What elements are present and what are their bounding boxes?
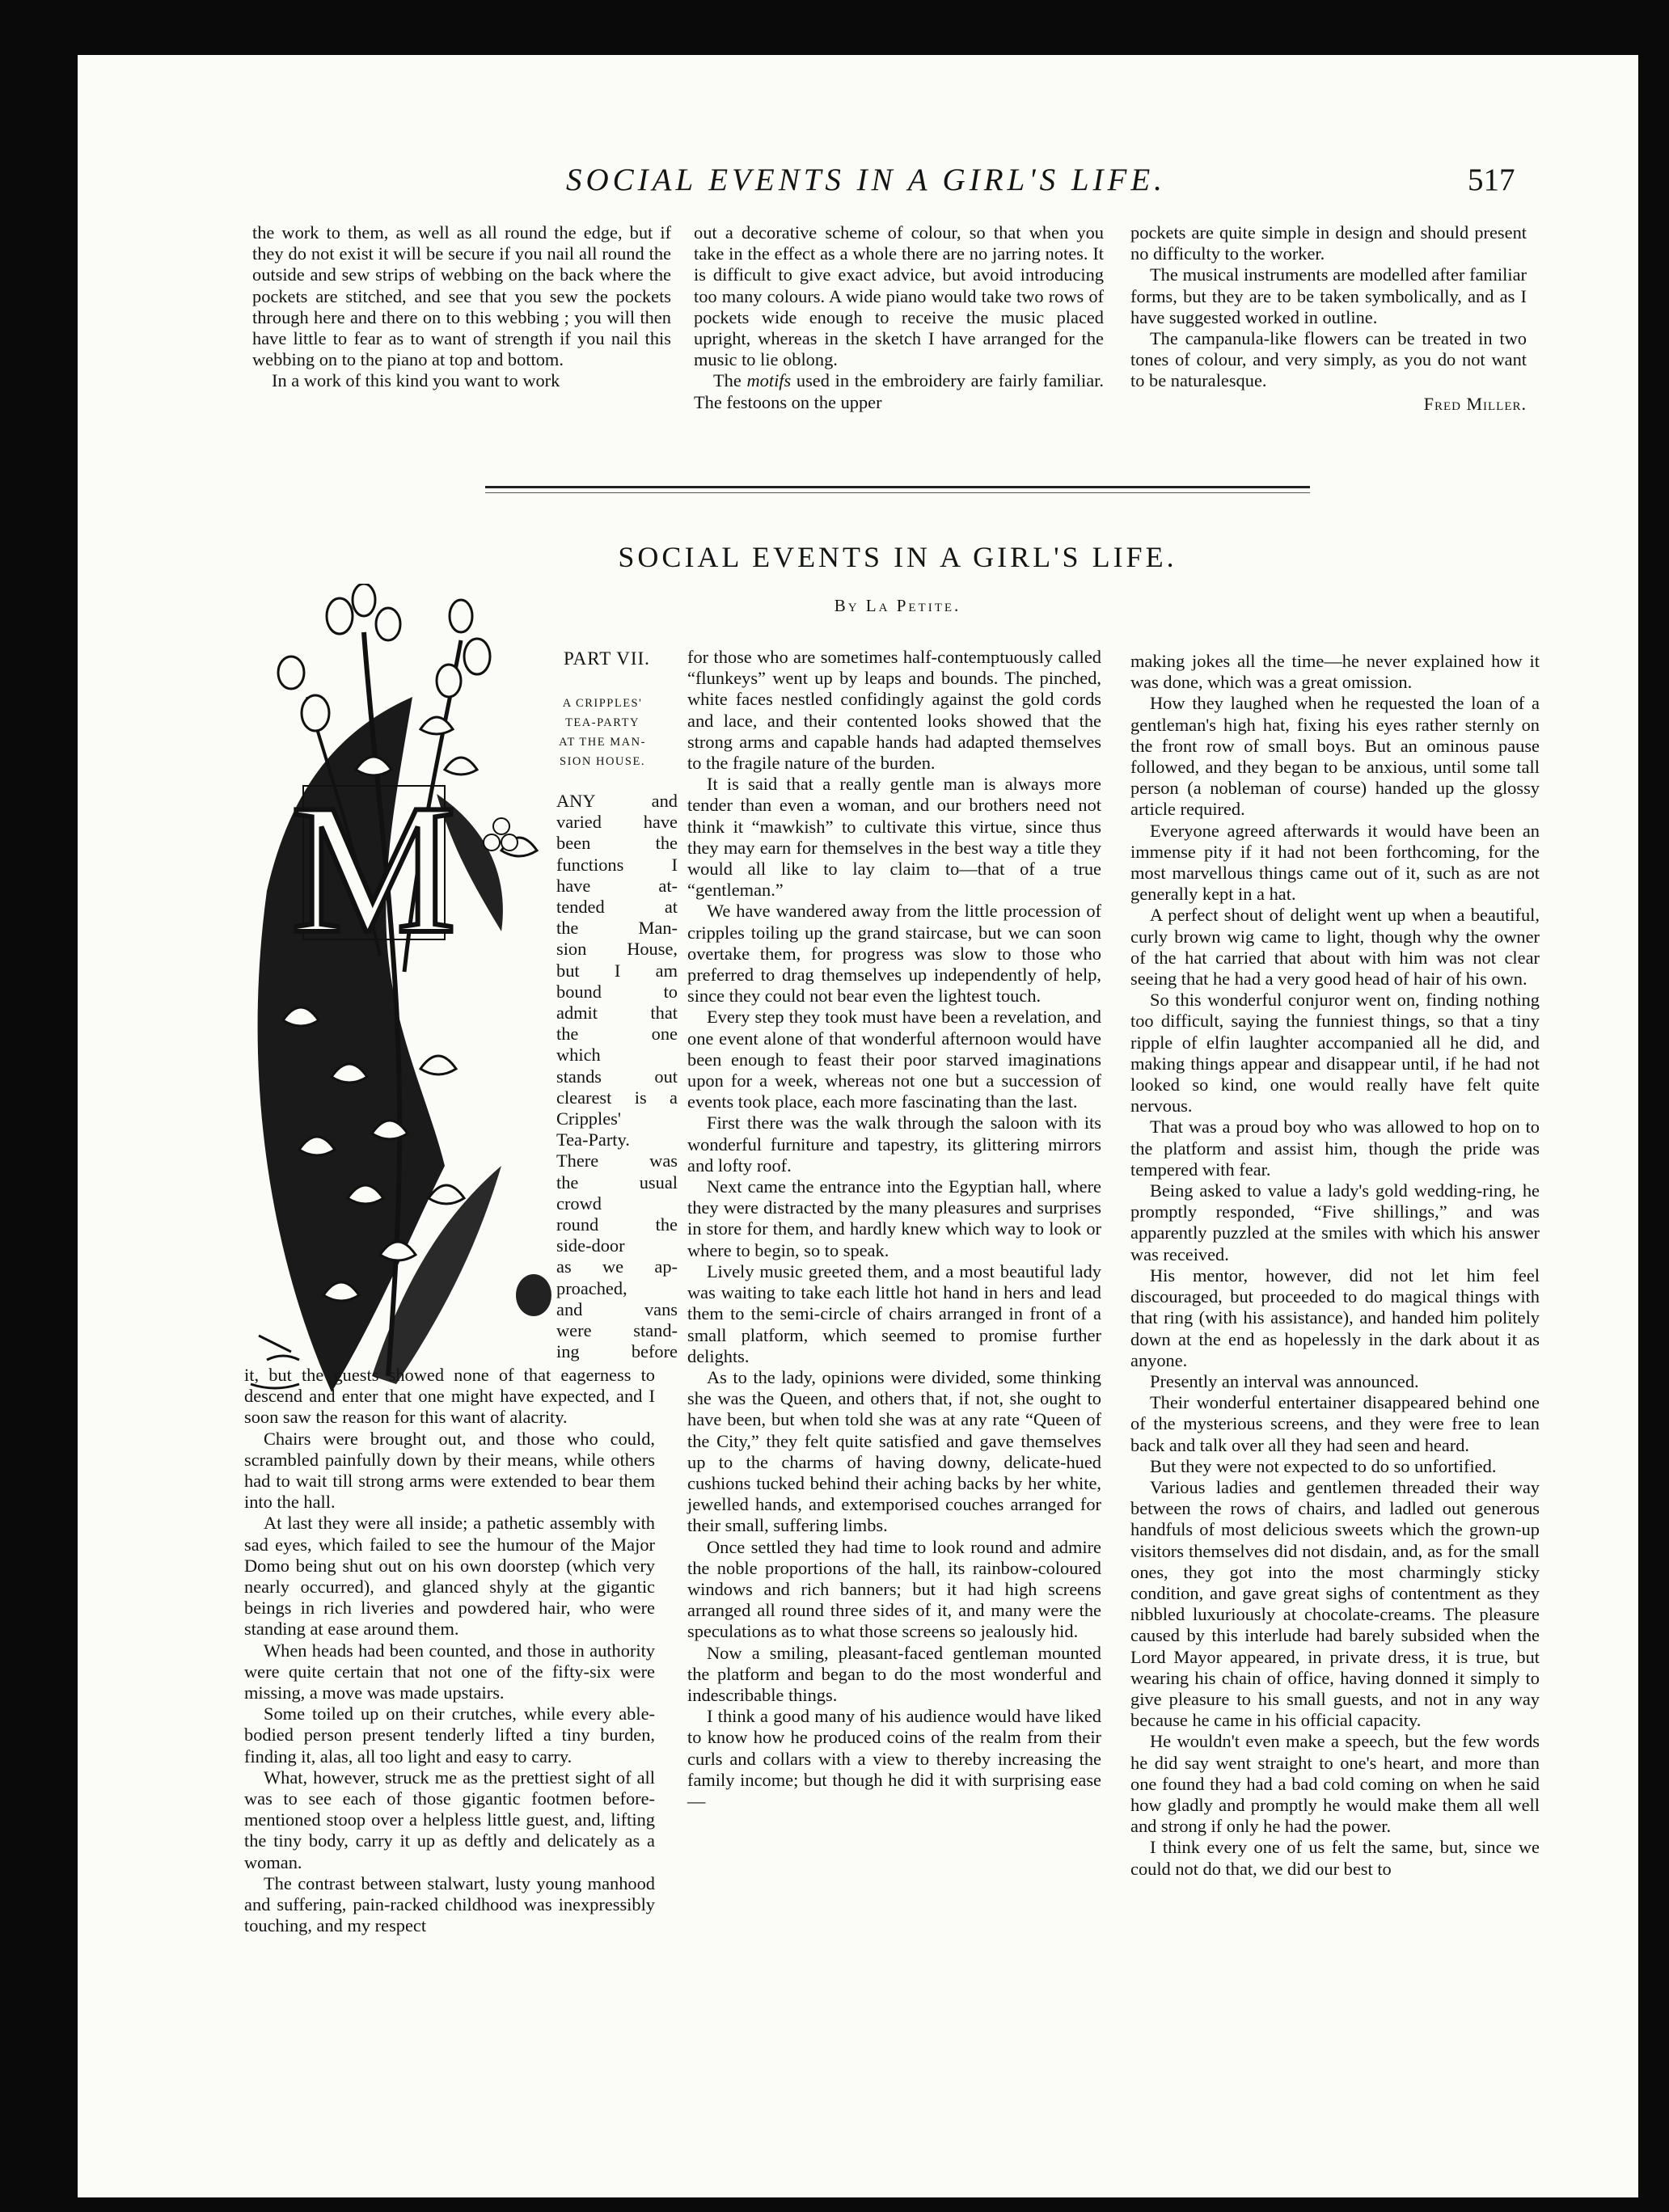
drop-cap-m: M <box>290 766 457 972</box>
article-column-2 <box>687 647 1101 1812</box>
prev-article-column-2 <box>694 222 1104 413</box>
text-line: ing before <box>556 1341 678 1362</box>
text-line: functions I <box>556 854 678 875</box>
paragraph: Presently an interval was announced. <box>1150 1370 1419 1391</box>
paragraph: making jokes all the time—he never explained how it was done, which was a great omission. <box>1130 651 1540 693</box>
text-line: which <box>556 1045 601 1066</box>
paragraph: Some toiled up on their crutches, while every able-bodied person present tenderly lifted a tiny burden, finding it, alas, all too light and easy to carry. <box>244 1703 655 1767</box>
paragraph: He wouldn't even make a speech, but the few words he did say went straight to one's heart, and more than one found they had a bad cold coming on when he said how gladly and promptly he would make them all well and strong if only he had the power. <box>1130 1731 1540 1837</box>
paragraph: Being asked to value a lady's gold wedding-ring, he promptly responded, “Five shillings,” and was apparently puzzled at the smiles with which his answer was received. <box>1130 1180 1540 1264</box>
paragraph: Lively music greeted them, and a most beautiful lady was waiting to take each little hot hand in hers and lead them to the semi-circle of chairs arranged in front of a small platform, which seemed to promise further delights. <box>687 1260 1101 1366</box>
paragraph: Their wonderful entertainer disappeared behind one of the mysterious screens, and they were free to lean back and talk over all they had seen and heard. <box>1130 1392 1540 1455</box>
paragraph: When heads had been counted, and those in authority were quite certain that not one of the fifty-six were missing, a move was made upstairs. <box>244 1640 655 1703</box>
text-line: but I am <box>556 960 678 981</box>
paragraph: A perfect shout of delight went up when a beautiful, curly brown wig came to light, though why the owner of the hat carried that about with him was not clear seeing that he had a very good head of hair of his own. <box>1130 905 1540 990</box>
prev-article-column-1 <box>252 222 671 392</box>
subtitle-line: SION HOUSE. <box>560 755 645 768</box>
paragraph: As to the lady, opinions were divided, some thinking she was the Queen, and others that, if not, she ought to have been, but when told she was at any rate “Queen of the City,” they felt quite satisfied and gave themselves up to the charms of having downy, delicate-hued cushions tucked behind their aching backs by her white, jewelled hands, and extemporised couches arranged for their small, suffering limbs. <box>687 1366 1101 1536</box>
text-line: proached, <box>556 1277 627 1298</box>
text-line: sion House, <box>556 939 678 960</box>
paragraph: Chairs were brought out, and those who could, scrambled painfully down by their means, while others had to wait till strong arms were extended to bear them into the hall. <box>244 1428 655 1513</box>
paragraph: Next came the entrance into the Egyptian hall, where they were distracted by the many pleasures and surprises in store for them, and hardly knew which way to look or where to begin, so to speak. <box>687 1176 1101 1260</box>
paragraph: Every step they took must have been a revelation, and one event alone of that wonderful afternoon would have been enough to feast their poor starved imaginations upon for a week, whereas not one but a succession of events took place, each more fascinating than the last. <box>687 1007 1101 1112</box>
section-divider-thin <box>485 492 1310 493</box>
text-line: round the <box>556 1214 678 1235</box>
page-number: 517 <box>1468 163 1515 197</box>
text-line: There was <box>556 1150 678 1171</box>
article-column-1 <box>244 1365 655 1936</box>
subtitle-line: TEA-PARTY <box>565 716 640 729</box>
part-subtitle <box>558 694 647 771</box>
paragraph: Everyone agreed afterwards it would have been an immense pity if it had not been forthcoming, for the most marvellous things came out of it, such as are not generally kept in a hat. <box>1130 820 1540 905</box>
emphasis: motifs <box>746 370 792 391</box>
paragraph: pockets are quite simple in design and should present no difficulty to the worker. <box>1130 222 1527 264</box>
text-line: crowd <box>556 1193 602 1214</box>
text-line: side-door <box>556 1235 625 1256</box>
text-line: the Man- <box>556 918 678 939</box>
running-head: SOCIAL EVENTS IN A GIRL'S LIFE. <box>566 163 1166 197</box>
section-divider <box>485 486 1310 488</box>
paragraph: How they laughed when he requested the loan of a gentleman's high hat, fixing his eyes rather sternly on the front row of small boys. But an ominous pause followed, and they began to be anxious, until some tall person (a nobleman of course) handed up the glossy article required. <box>1130 693 1540 820</box>
prev-article-column-3 <box>1130 222 1527 415</box>
opening-narrow-column <box>556 791 678 1362</box>
paragraph: We have wandered away from the little procession of cripples toiling up the grand staircase, but we can soon overtake them, for progress was slow to those who preferred to drag themselves up independently of help, since they could not bear even the lightest touch. <box>687 901 1101 1007</box>
article-column-3 <box>1130 651 1540 1880</box>
paragraph: His mentor, however, did not let him feel discouraged, but proceeded to do magical things with that ring (with his assistance), and handed him politely down at the end as hopelessly in the dark about it as anyone. <box>1130 1264 1540 1370</box>
paragraph: In a work of this kind you want to work <box>272 370 560 391</box>
text-line: the usual <box>556 1171 678 1193</box>
paragraph: for those who are sometimes half-contemptuously called “flunkeys” went up by leaps and bounds. The pinched, white faces nestled confidingly against the gold cords and lace, and their contented looks showed that the strong arms and capable hands had adapted themselves to the fragile nature of the burden. <box>687 647 1101 774</box>
text-line: stands out <box>556 1066 678 1087</box>
paragraph: The campanula-like flowers can be treated in two tones of colour, and very simply, as you do not want to be naturalesque. <box>1130 328 1527 391</box>
paragraph: It is said that a really gentle man is always more tender than even a woman, and our brothers need not think it “mawkish” to cultivate this virtue, since thus they may earn for themselves in the best way a title they would all like to lay claim to—that of a true “gentleman.” <box>687 774 1101 901</box>
article-title: SOCIAL EVENTS IN A GIRL'S LIFE. <box>618 541 1177 573</box>
part-heading: PART VII. <box>564 648 650 669</box>
paragraph: The musical instruments are modelled after familiar forms, but they are to be taken symbolically, and as I have suggested worked in outline. <box>1130 264 1527 327</box>
text-line: bound to <box>556 981 678 1002</box>
paragraph: At last they were all inside; a pathetic assembly with sad eyes, which failed to see the humour of the Major Domo being shut out on his own doorstep (which very nearly occurred), and glanced shyly at the gigantic beings in rich liveries and powdered hair, who were standing at ease around them. <box>244 1513 655 1640</box>
text-line: were stand- <box>556 1320 678 1341</box>
text-line: have at- <box>556 875 678 896</box>
author-signature: Fred Miller. <box>1423 393 1527 414</box>
paragraph: That was a proud boy who was allowed to hop on to the platform and assist him, though the pride was tempered with fear. <box>1130 1117 1540 1180</box>
paragraph: But they were not expected to do so unfortified. <box>1150 1455 1497 1476</box>
text-line: Cripples' <box>556 1108 621 1129</box>
paragraph: What, however, struck me as the prettiest sight of all was to see each of those gigantic footmen before-mentioned stoop over a helpless little guest, and, lifting the tiny body, carry it up as deftly and delicately as a woman. <box>244 1767 655 1872</box>
text-line: tended at <box>556 897 678 918</box>
paragraph: it, but the guests showed none of that eagerness to descend and enter that one might have expected, and I soon saw the reason for this want of alacrity. <box>244 1365 655 1428</box>
text-line: ANY and <box>556 791 678 811</box>
text-line: varied have <box>556 812 678 833</box>
paragraph: I think every one of us felt the same, but, since we could not do that, we did our best to <box>1130 1837 1540 1879</box>
paragraph: I think a good many of his audience would have liked to know how he produced coins of the realm from their curls and collars with a view to thereby increasing the family income; but though he did it with surprising ease— <box>687 1706 1101 1811</box>
paragraph: Once settled they had time to look round and admire the noble proportions of the hall, its rainbow-coloured windows and rich banners; but it had high screens arranged all round three sides of it, and many were the speculations as to what those screens so jealously hid. <box>687 1536 1101 1642</box>
paragraph: The motifs used in the embroidery are fairly familiar. The festoons on the upper <box>694 370 1104 412</box>
text-line: admit that <box>556 1003 678 1024</box>
lily-of-the-valley-illustration <box>235 584 558 1392</box>
paragraph: The contrast between stalwart, lusty young manhood and suffering, pain-racked childhood was inexpressibly touching, and my respect <box>244 1872 655 1936</box>
text-line: the one <box>556 1024 678 1045</box>
text-line: clearest is a <box>556 1087 678 1108</box>
subtitle-line: AT THE MAN- <box>559 736 646 749</box>
text-line: and vans <box>556 1298 678 1319</box>
text-line: been the <box>556 833 678 854</box>
text-line: as we ap- <box>556 1256 678 1277</box>
paragraph: the work to them, as well as all round the edge, but if they do not exist it will be secure if you nail all round the outside and sew strips of webbing on the back where the pockets are stitched, and see that you sew the pockets through here and there on to this webbing ; you will then have little to fear as to want of strength if you nail this webbing on to the piano at top and bottom. <box>252 222 671 370</box>
text-line: Tea-Party. <box>556 1129 630 1150</box>
paragraph: So this wonderful conjuror went on, finding nothing too difficult, saying the funniest things, so that a tiny ripple of elfin laughter accompanied all he did, and making things appear and disappear until, if he had not looked so kind, one would really have felt quite nervous. <box>1130 990 1540 1117</box>
paragraph: out a decorative scheme of colour, so that when you take in the effect as a whole there are no jarring notes. It is difficult to give exact advice, but avoid introducing too many colours. A wide piano would take two rows of pockets wide enough to receive the music placed upright, whereas in the sketch I have arranged for the music to lie oblong. <box>694 222 1104 370</box>
paragraph: Now a smiling, pleasant-faced gentleman mounted the platform and began to do the most wonderful and indescribable things. <box>687 1642 1101 1705</box>
subtitle-line: A CRIPPLES' <box>562 697 643 710</box>
paragraph: Various ladies and gentlemen threaded their way between the rows of chairs, and ladled out generous handfuls of most delicious sweets which the grown-up visitors themselves did not disdain, and, as for the small ones, they got into the most charmingly sticky condition, and gave great sighs of contentment as they nibbled luxuriously at chocolate-creams. The pleasure caused by this interlude had barely subsided when the Lord Mayor appeared, in private dress, it is true, but wearing his chain of office, having donned it simply to give pleasure to his small guests, and not in any way because he came in his official capacity. <box>1130 1476 1540 1731</box>
paragraph: First there was the walk through the saloon with its wonderful furniture and tapestry, its glittering mirrors and lofty roof. <box>687 1112 1101 1176</box>
article-byline: By La Petite. <box>834 596 961 615</box>
